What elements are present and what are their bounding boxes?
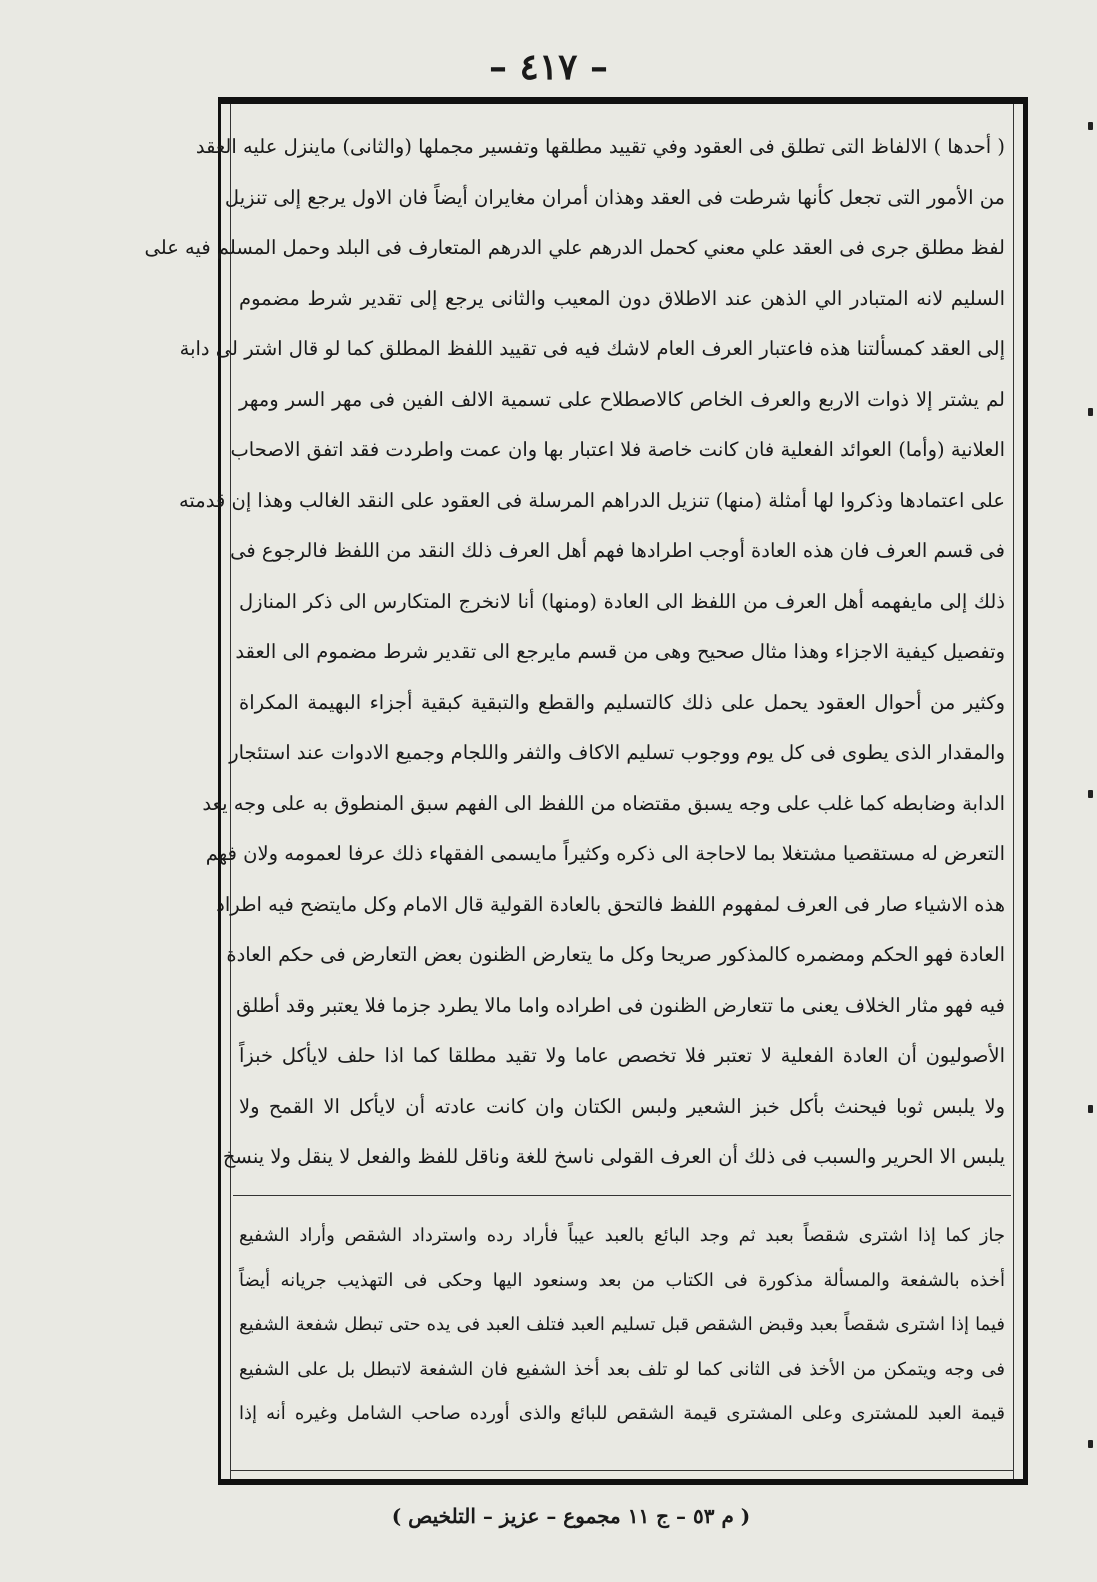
footnote-line: قيمة العبد للمشترى وعلى المشترى قيمة الشقص للبائع والذى أورده صاحب الشامل وغيره أنه إذا — [239, 1403, 1005, 1424]
text-line: يلبس الا الحرير والسبب فى ذلك أن العرف القولى ناسخ للغة وناقل للفظ والفعل لا ينقل ولا ينسخ — [222, 1145, 1005, 1168]
text-line: وتفصيل كيفية الاجزاء وهذا مثال صحيح وهى من قسم مايرجع الى تقدير شرط مضموم الى العقد — [235, 640, 1005, 663]
text-line: الأصوليون أن العادة الفعلية لا تعتبر فلا تخصص عاما ولا تقيد مطلقا كما اذا حلف لايأكل خبزاً — [239, 1044, 1005, 1067]
text-line: لم يشتر إلا ذوات الاربع والعرف الخاص كالاصطلاح على تسمية الالف الفين فى مهر السر ومهر — [239, 387, 1005, 411]
text-line: وكثير من أحوال العقود يحمل على ذلك كالتسليم والقطع والتبقية كبقية أجزاء البهيمة المكراة — [239, 690, 1005, 714]
footnote-line: جاز كما إذا اشترى شقصاً بعبد ثم وجد البائع بالعبد عيباً فأراد رده واسترداد الشقص وأراد الشفيع — [239, 1225, 1005, 1246]
scan-edge-mark — [1088, 1105, 1093, 1113]
scan-edge-mark — [1088, 790, 1093, 798]
text-line: ولا يلبس ثوبا فيحنث بأكل خبز الشعير ولبس الكتان وان كانت عادته أن لايأكل الا القمح ولا — [239, 1094, 1005, 1118]
footnote-line: فى وجه ويتمكن من الأخذ فى الثانى كما لو تلف بعد أخذ الشفيع فان الشفعة لاتبطل بل على الشفيع — [239, 1358, 1005, 1380]
scan-edge-mark — [1088, 408, 1093, 416]
frame-inner-line — [1013, 104, 1014, 1479]
footnote-line: أخذه بالشفعة والمسألة مذكورة فى الكتاب من بعد وسنعود اليها وحكى فى التهذيب جريانه أيضاً — [239, 1269, 1005, 1291]
text-line: فى قسم العرف فان هذه العادة أوجب اطرادها فهم أهل العرف ذلك النقد من اللفظ فالرجوع فى — [230, 539, 1005, 562]
text-line: الدابة وضابطه كما غلب على وجه يسبق مقتضاه من اللفظ الى الفهم سبق المنطوق به على وجه يعد — [202, 791, 1005, 815]
text-line: والمقدار الذى يطوى فى كل يوم ووجوب تسليم الاكاف والثفر واللجام وجميع الادوات عند استئجار — [229, 741, 1005, 764]
text-line: من الأمور التى تجعل كأنها شرطت فى العقد وهذان أمران مغايران أيضاً فان الاول يرجع إلى تنزيل — [224, 185, 1005, 209]
text-line: العادة فهو الحكم ومضمره كالمذكور صريحا وكل ما يتعارض الظنون بعض التعارض فى حكم العادة — [226, 943, 1005, 966]
text-line: لفظ مطلق جرى فى العقد علي معني كحمل الدرهم علي الدرهم المتعارف فى البلد وحمل المسلم فيه على — [144, 236, 1005, 259]
page-number: – ٤١٧ – — [488, 46, 609, 88]
text-line: فيه فهو مثار الخلاف يعنى ما تتعارض الظنون فى اطراده واما مالا يطرد جزما فلا يعتبر وقد أطلق — [236, 993, 1005, 1017]
scan-edge-mark — [1088, 122, 1093, 130]
page-frame — [144, 97, 1028, 1485]
text-line: هذه الاشياء صار فى العرف لمفهوم اللفظ فالتحق بالعادة القولية قال الامام وكل مايتضح فيه اطراد — [216, 892, 1005, 916]
footnote-body — [239, 1214, 1005, 1437]
text-line: السليم لانه المتبادر الي الذهن عند الاطلاق دون المعيب والثانى يرجع إلى تقدير شرط مضموم — [239, 286, 1005, 310]
scan-edge-mark — [1088, 1440, 1093, 1448]
text-line: العلانية (وأما) العوائد الفعلية فان كانت خاصة فلا اعتبار بها وان عمت واطردت فقد اتفق الاصحاب — [230, 438, 1005, 461]
text-line: التعرض له مستقصيا مشتغلا بما لاحاجة الى ذكره وكثيراً مايسمى الفقهاء ذلك عرفا لعمومه ولان فهم — [205, 842, 1005, 865]
volume-reference: ( م ٥٣ – ج ١١ مجموع – عزيز – التلخيص ) — [391, 1504, 751, 1528]
frame-inner-line — [230, 1470, 1014, 1471]
footnote-separator — [233, 1195, 1011, 1196]
text-line: إلى العقد كمسألتنا هذه فاعتبار العرف العام لاشك فيه فى تقييد اللفظ المطلق كما لو قال اشتر لى دابة — [179, 337, 1005, 360]
main-text-body — [144, 122, 1005, 1183]
text-line: ( أحدها ) الالفاظ التى تطلق فى العقود وفي تقييد مطلقها وتفسير مجملها (والثانى) ماينزل عليه العقد — [195, 135, 1005, 158]
text-line: ذلك إلى مايفهمه أهل العرف من اللفظ الى العادة (ومنها) أنا لانخرج المتكارس الى ذكر المنازل — [239, 589, 1005, 613]
text-line: على اعتمادها وذكروا لها أمثلة (منها) تنزيل الدراهم المرسلة فى العقود على النقد الغالب وهذا إن قدمته — [178, 488, 1005, 512]
footnote-line: فيما إذا اشترى شقصاً بعبد وقبض الشقص قبل تسليم العبد فتلف العبد فى يده حتى تبطل شفعة الشفيع — [239, 1314, 1005, 1335]
